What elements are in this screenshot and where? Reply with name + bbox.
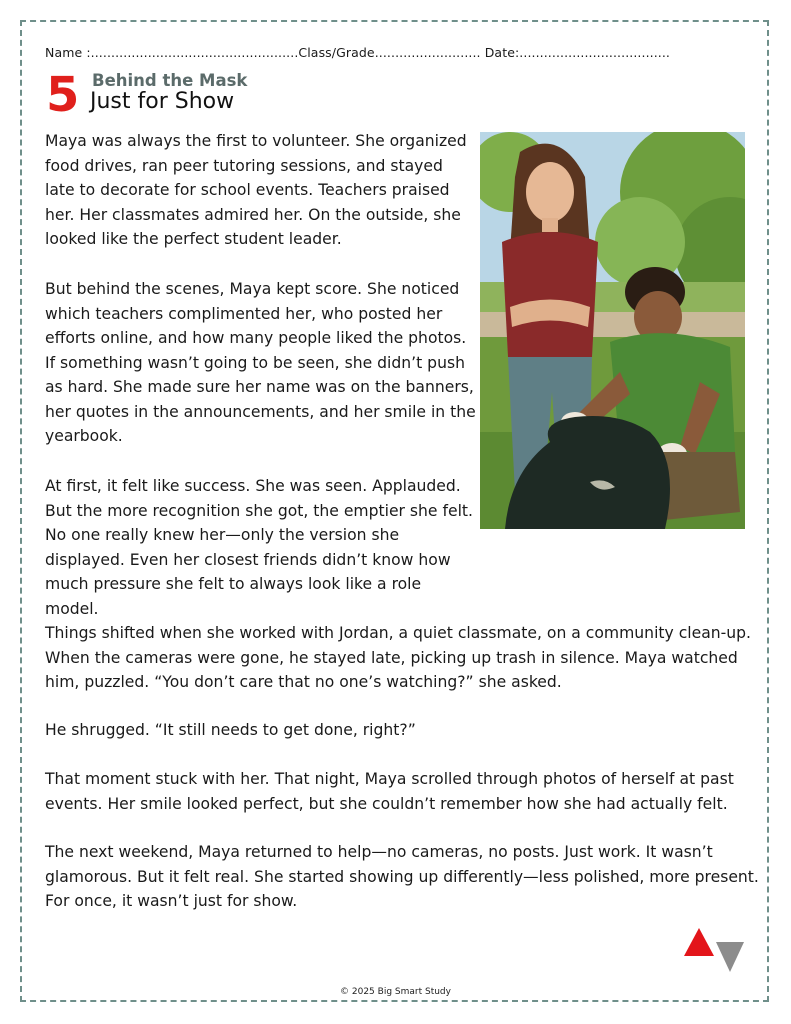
story-paragraph-3: At first, it felt like success. She was seen. Applauded. But the more recognition she got, the emptier she felt. No one really knew her—only the version she displayed. Even her closest friends didn’t know how much pressure she felt to always look like a role model. bbox=[45, 477, 473, 618]
lesson-number: 5 bbox=[46, 67, 80, 123]
story-paragraph-7: The next weekend, Maya returned to help—no cameras, no posts. Just work. It wasn’t glamorous. But it felt real. She started showing up differently—less polished, more present. For once, it wasn’t just for show. bbox=[45, 843, 759, 910]
story-illustration bbox=[480, 132, 745, 529]
story-paragraph-2: But behind the scenes, Maya kept score. She noticed which teachers complimented her, who posted her efforts online, and how many people liked the photos. If something wasn’t going to be seen, she didn’t push as hard. She made sure her name was on the banners, her quotes in the announcements, and her smile in the yearbook. bbox=[45, 280, 476, 445]
story-paragraph-6: That moment stuck with her. That night, Maya scrolled through photos of herself at past events. Her smile looked perfect, but she couldn’t remember how she had actually felt. bbox=[45, 770, 734, 813]
up-arrow-icon[interactable] bbox=[684, 928, 714, 956]
lesson-title: Just for Show bbox=[90, 89, 235, 114]
story-paragraph-4: Things shifted when she worked with Jordan, a quiet classmate, on a community clean-up. When the cameras were gone, he stayed late, picking up trash in silence. Maya watched him, puzzled. “You don’t care that no one’s watching?” she asked. bbox=[45, 624, 752, 691]
name-field[interactable]: Name :................................................... bbox=[45, 45, 299, 60]
story-paragraph-5: He shrugged. “It still needs to get done, right?” bbox=[45, 721, 416, 739]
date-field[interactable]: Date:..................................... bbox=[484, 45, 671, 60]
class-grade-field[interactable]: Class/Grade.......................... bbox=[298, 45, 481, 60]
story-paragraph-1: Maya was always the first to volunteer. She organized food drives, ran peer tutoring sessions, and stayed late to decorate for school events. Teachers praised her. Her classmates admired her. On the outside, she looked like the perfect student leader. bbox=[45, 132, 467, 248]
lesson-subtitle: Behind the Mask bbox=[92, 71, 248, 90]
copyright-footer: © 2025 Big Smart Study bbox=[340, 987, 451, 997]
navigation-arrows bbox=[684, 926, 746, 974]
down-arrow-icon[interactable] bbox=[716, 942, 744, 972]
student-info-line bbox=[45, 45, 750, 60]
